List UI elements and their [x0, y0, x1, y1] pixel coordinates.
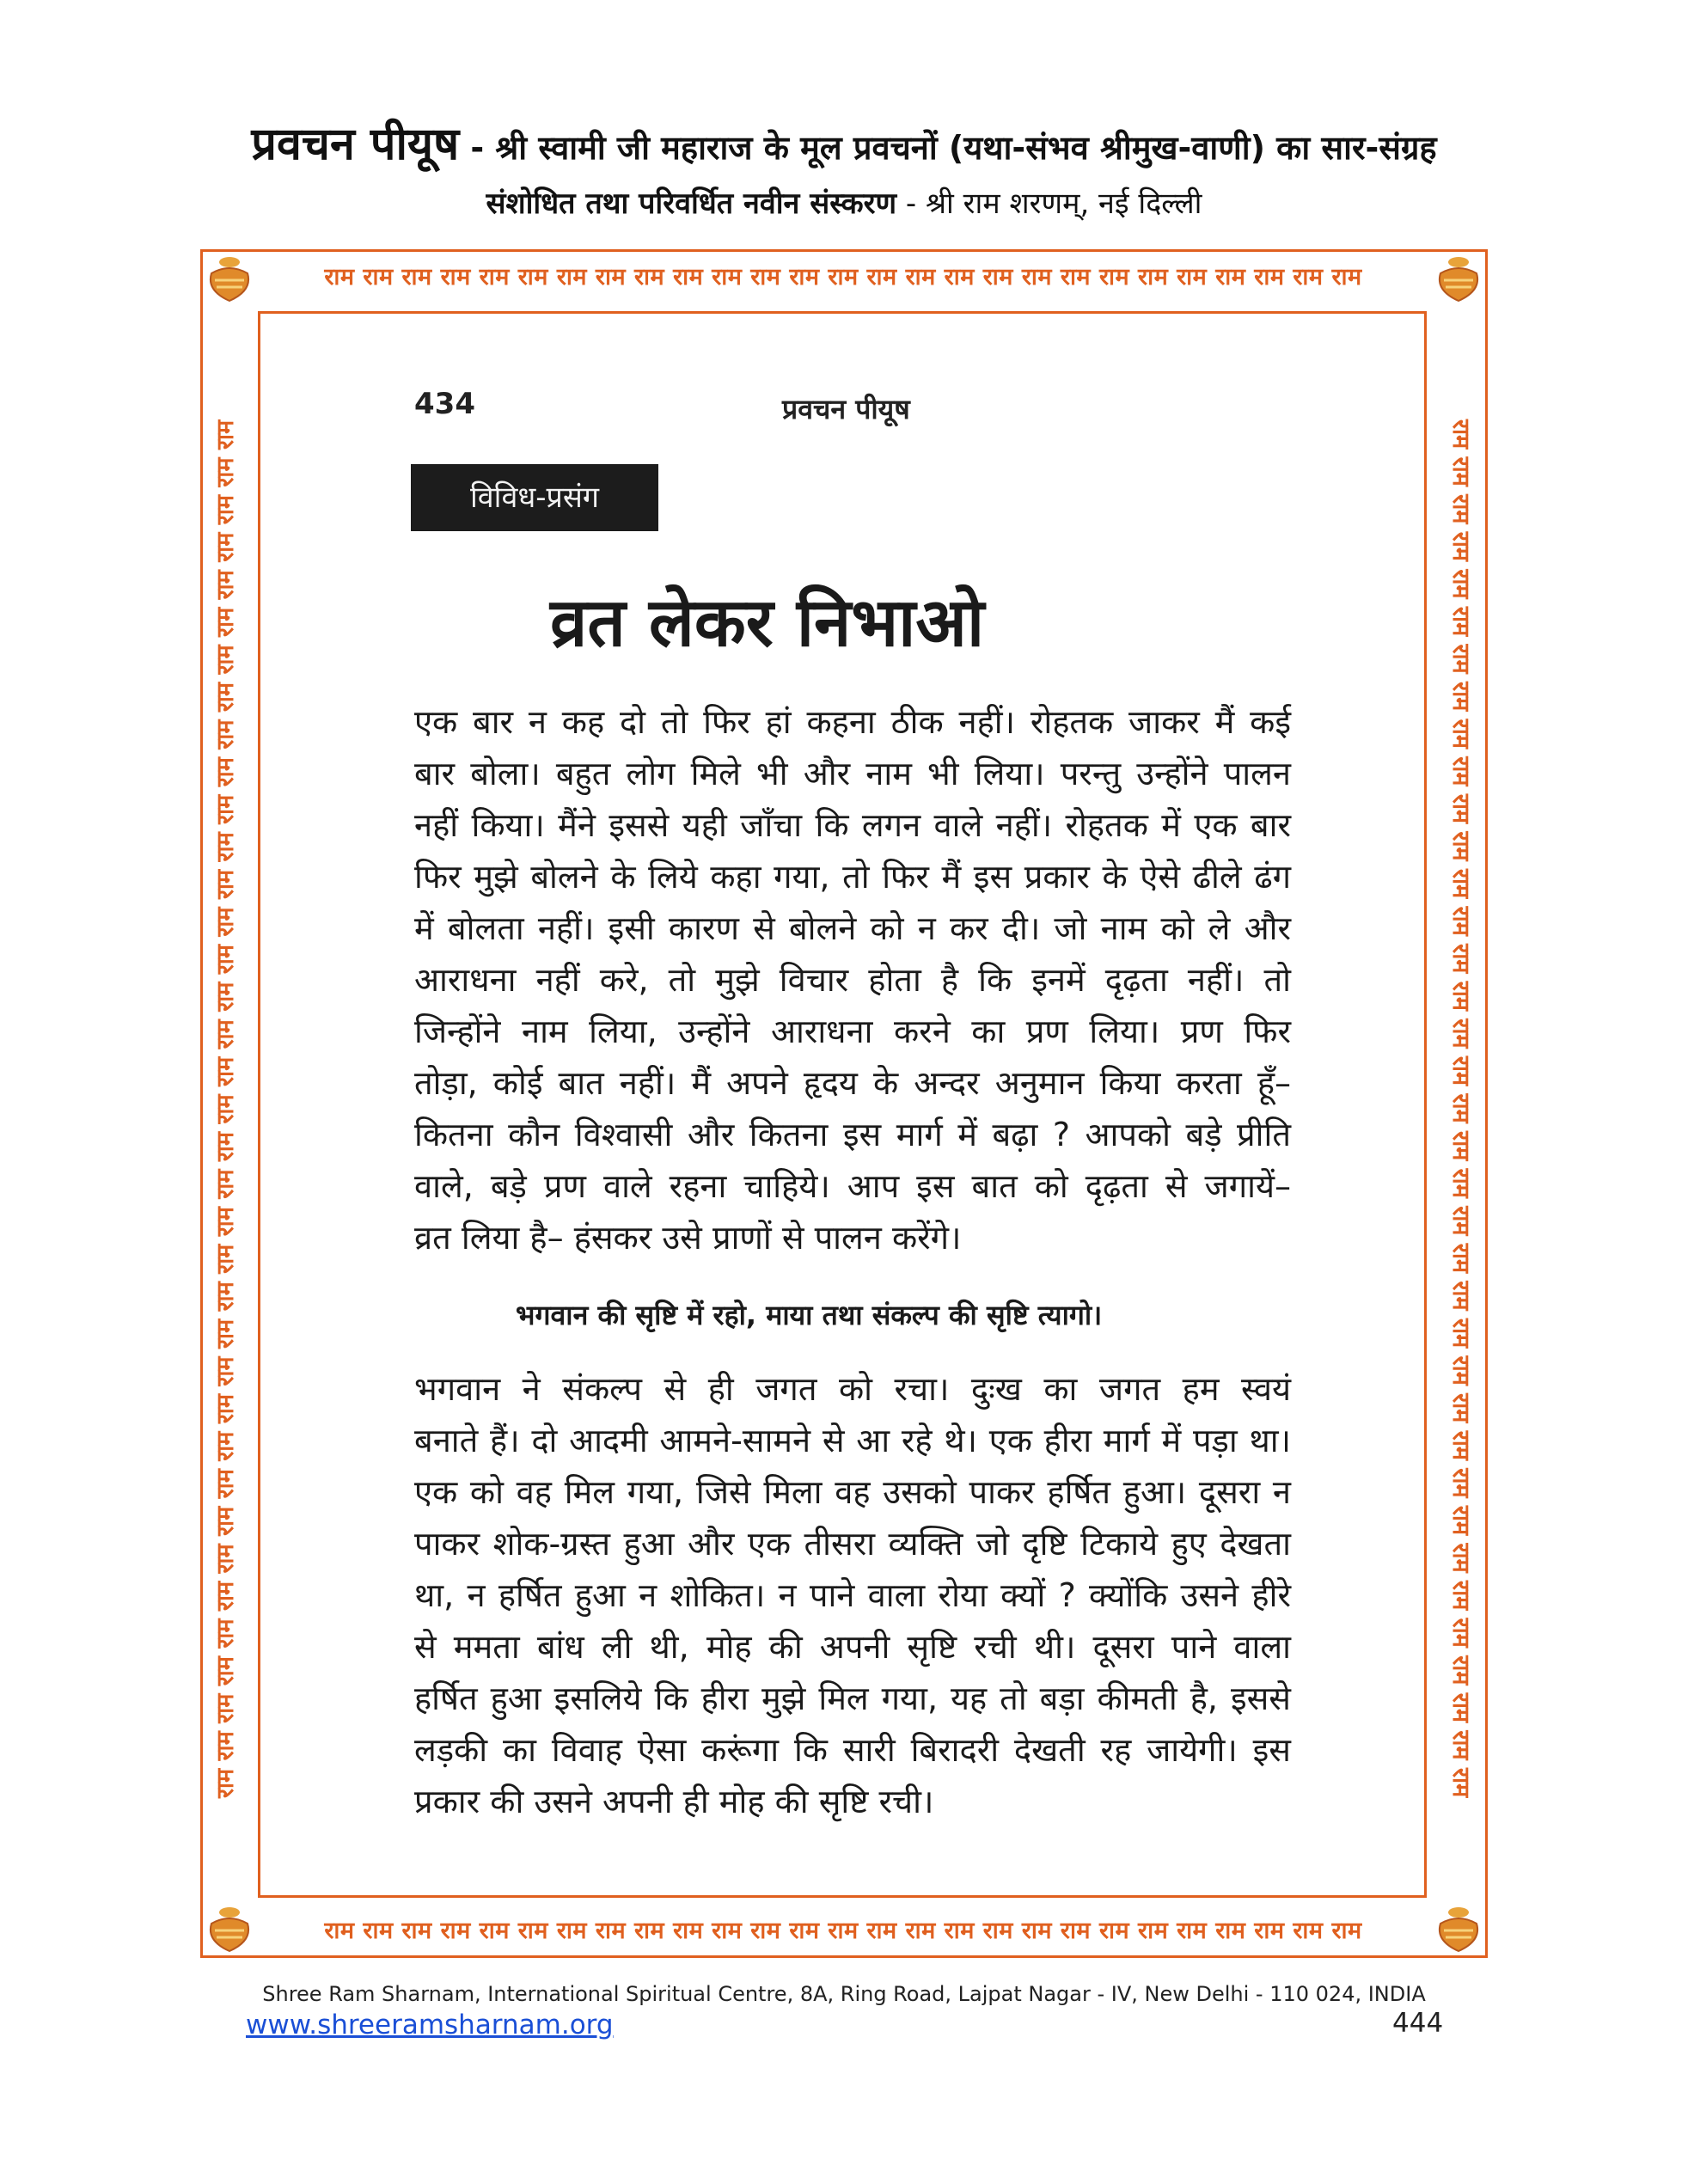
text-line: एक बार न कह दो तो फिर हां कहना ठीक नहीं। रोहतक जाकर मैं कई: [414, 703, 1291, 741]
kalash-icon: [1432, 251, 1485, 304]
pdf-page-number: 444: [1392, 2008, 1444, 2039]
edition-label: संशोधित तथा परिवर्धित नवीन संस्करण: [486, 187, 897, 221]
text-line: हर्षित हुआ इसलिये कि हीरा मुझे मिल गया, यह तो बड़ा कीमती है, इससे: [414, 1679, 1291, 1717]
text-line: बनाते हैं। दो आदमी आमने-सामने से आ रहे थे। एक हीरा मार्ग में पड़ा था।: [414, 1422, 1291, 1459]
text-line: जिन्होंने नाम लिया, उन्होंने आराधना करने का प्रण लिया। प्रण फिर: [414, 1012, 1291, 1050]
text-line: वाले, बड़े प्रण वाले रहना चाहिये। आप इस बात को दृढ़ता से जगायें–: [414, 1167, 1291, 1205]
running-head: प्रवचन पीयूष: [782, 393, 910, 425]
section-tag: विविध-प्रसंग: [411, 464, 658, 531]
chapter-title: व्रत लेकर निभाओ: [550, 584, 985, 662]
text-line: एक को वह मिल गया, जिसे मिला वह उसको पाकर हर्षित हुआ। दूसरा न: [414, 1473, 1291, 1511]
text-line: में बोलता नहीं। इसी कारण से बोलने को न कर दी। जो नाम को ले और: [414, 909, 1291, 947]
text-line: प्रकार की उसने अपनी ही मोह की सृष्टि रची।: [414, 1783, 934, 1820]
text-line: था, न हर्षित हुआ न शोकित। न पाने वाला रोया क्यों ? क्योंकि उसने हीरे: [414, 1576, 1291, 1614]
footer-address: Shree Ram Sharnam, International Spiritual Centre, 8A, Ring Road, Lajpat Nagar - IV, New Delhi - 110 024, INDIA: [262, 1982, 1426, 2006]
paragraph-2: [414, 1363, 1291, 1827]
text-line: नहीं किया। मैंने इससे यही जाँचा कि लगन वाले नहीं। रोहतक में एक बार: [414, 806, 1291, 844]
edition-line: [0, 182, 1688, 222]
kalash-icon: [203, 251, 256, 304]
ram-border-right: राम राम राम राम राम राम राम राम राम राम राम राम राम राम राम राम राम राम राम राम राम राम राम राम राम राम राम राम राम राम राम राम राम राम राम राम राम: [1447, 419, 1474, 1798]
ram-border-top: राम राम राम राम राम राम राम राम राम राम राम राम राम राम राम राम राम राम राम राम राम राम राम राम राम राम राम: [324, 264, 1362, 291]
website-link[interactable]: www.shreeramsharnam.org: [246, 2010, 614, 2040]
text-line: से ममता बांध ली थी, मोह की अपनी सृष्टि रची थी। दूसरा पाने वाला: [414, 1628, 1291, 1666]
book-subtitle: - श्री स्वामी जी महाराज के मूल प्रवचनों (यथा-संभव श्रीमुख-वाणी) का सार-संग्रह: [459, 129, 1437, 167]
subheading: भगवान की सृष्टि में रहो, माया तथा संकल्प की सृष्टि त्यागो।: [516, 1299, 1103, 1331]
text-line: फिर मुझे बोलने के लिये कहा गया, तो फिर मैं इस प्रकार के ऐसे ढीले ढंग: [414, 858, 1291, 896]
book-page-number: 434: [414, 387, 475, 421]
text-line: लड़की का विवाह ऐसा करूंगा कि सारी बिरादरी देखती रह जायेगी। इस: [414, 1731, 1291, 1769]
text-line: तोड़ा, कोई बात नहीं। मैं अपने हृदय के अन्दर अनुमान किया करता हूँ–: [414, 1064, 1291, 1102]
text-line: व्रत लिया है– हंसकर उसे प्राणों से पालन करेंगे।: [414, 1219, 962, 1257]
ram-border-bottom: राम राम राम राम राम राम राम राम राम राम राम राम राम राम राम राम राम राम राम राम राम राम राम राम राम राम राम: [324, 1918, 1362, 1944]
ram-border-left: राम राम राम राम राम राम राम राम राम राम राम राम राम राम राम राम राम राम राम राम राम राम राम राम राम राम राम राम राम राम राम राम राम राम राम राम राम: [212, 419, 239, 1798]
text-line: कितना कौन विश्वासी और कितना इस मार्ग में बढ़ा ? आपको बड़े प्रीति: [414, 1116, 1291, 1153]
text-line: आराधना नहीं करे, तो मुझे विचार होता है कि इनमें दृढ़ता नहीं। तो: [414, 961, 1291, 999]
edition-publisher: - श्री राम शरणम्, नई दिल्ली: [896, 187, 1202, 221]
kalash-icon: [203, 1901, 256, 1955]
paragraph-1: [414, 696, 1291, 1263]
text-line: पाकर शोक-ग्रस्त हुआ और एक तीसरा व्यक्ति जो दृष्टि टिकाये हुए देखता: [414, 1525, 1291, 1563]
text-line: भगवान ने संकल्प से ही जगत को रचा। दुःख का जगत हम स्वयं: [414, 1370, 1291, 1408]
kalash-icon: [1432, 1901, 1485, 1955]
text-line: बार बोला। बहुत लोग मिले भी और नाम भी लिया। परन्तु उन्होंने पालन: [414, 755, 1291, 792]
document-header: [0, 112, 1688, 173]
book-title: प्रवचन पीयूष: [251, 119, 460, 170]
